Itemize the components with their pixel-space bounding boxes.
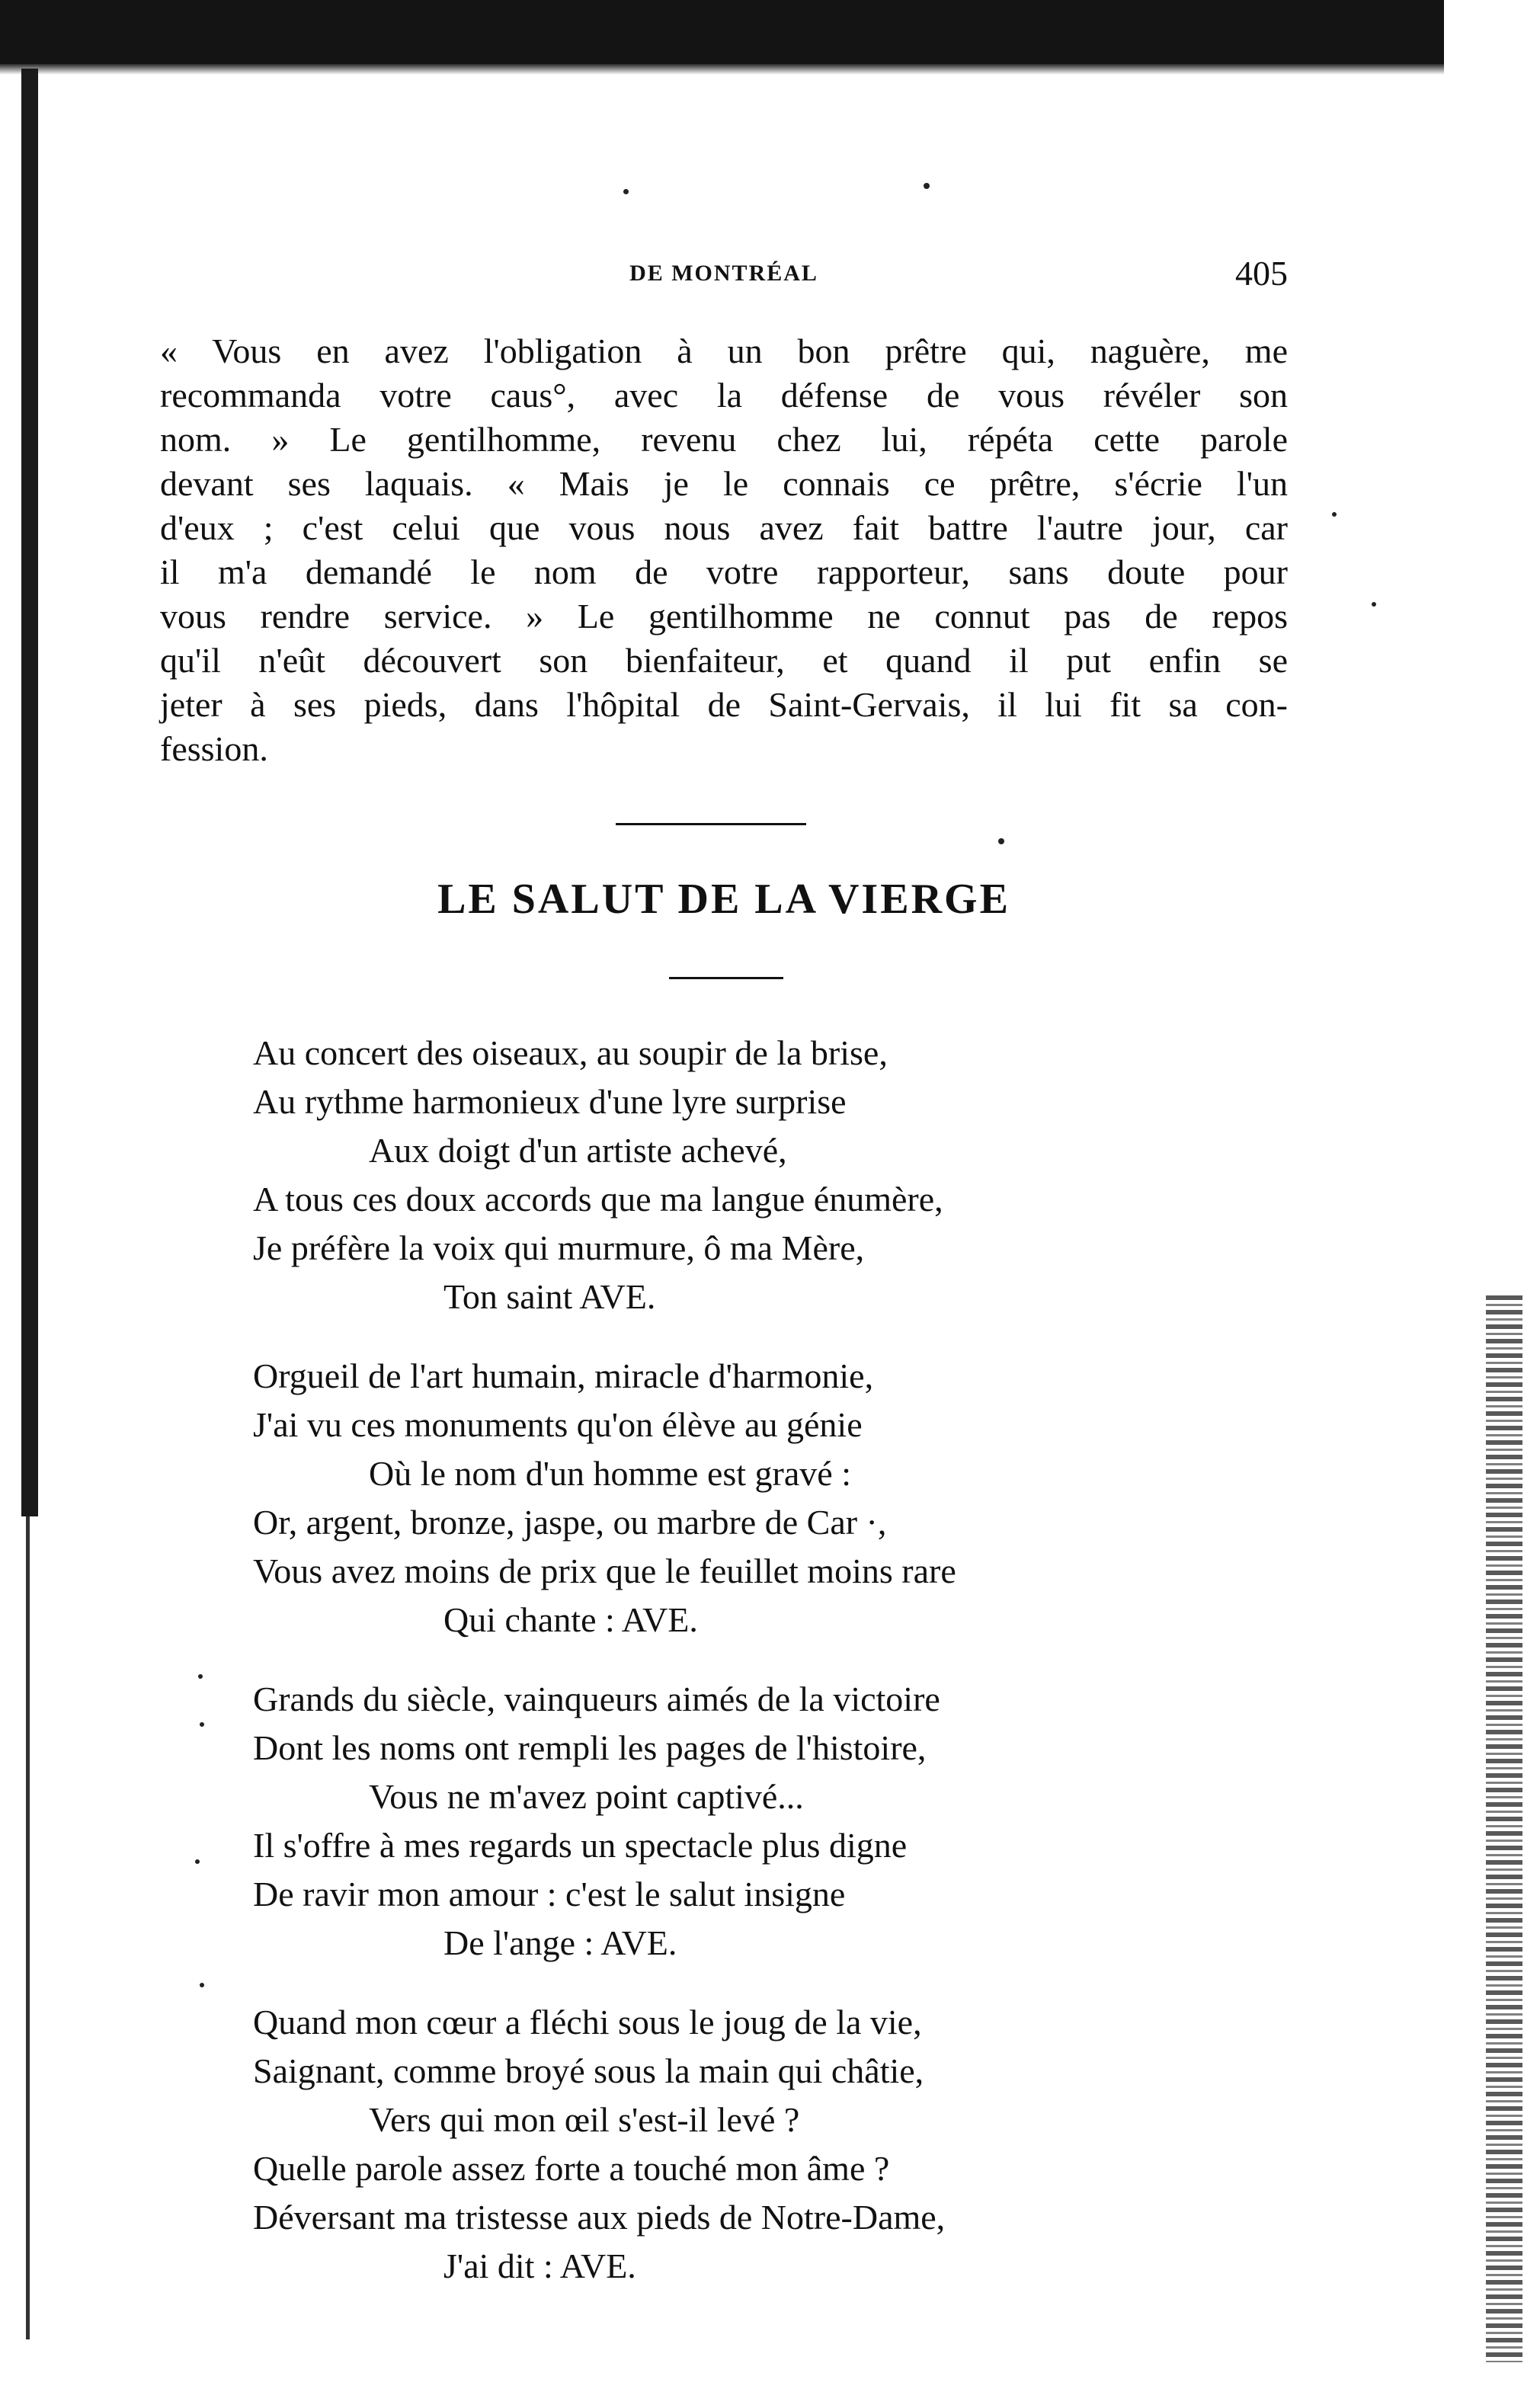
prose-line: vous rendre service. » Le gentilhomme ne connut pas de repos [160, 597, 1288, 636]
scan-speck [998, 838, 1004, 844]
poem-line: Où le nom d'un homme est gravé : [369, 1454, 851, 1493]
poem-line: Dont les noms ont rempli les pages de l'histoire, [253, 1728, 927, 1767]
poem-line: Quand mon cœur a fléchi sous le joug de la vie, [253, 2003, 922, 2041]
scan-edge-top-fade [0, 64, 1444, 75]
poem-line: Au rythme harmonieux d'une lyre surprise [253, 1082, 847, 1121]
scan-speck [924, 183, 930, 189]
poem-line: J'ai vu ces monuments qu'on élève au génie [253, 1405, 863, 1444]
title-underline [669, 977, 783, 979]
running-head: DE MONTRÉAL [629, 261, 818, 286]
poem-line: Je préfère la voix qui murmure, ô ma Mère, [253, 1228, 865, 1267]
poem-refrain: J'ai dit : AVE. [443, 2246, 636, 2285]
scan-speck [1332, 512, 1337, 517]
scan-edge-left-thin [26, 1516, 30, 2339]
poem-line: Quelle parole assez forte a touché mon âme ? [253, 2149, 890, 2188]
prose-line: recommanda votre caus°, avec la défense de vous révéler son [160, 376, 1288, 415]
scan-speck [195, 1859, 200, 1864]
scan-speck [200, 1722, 204, 1727]
scan-speck [200, 1983, 204, 1987]
poem-line: Vous ne m'avez point captivé... [369, 1777, 804, 1816]
poem-line: Aux doigt d'un artiste achevé, [369, 1131, 787, 1170]
prose-line: d'eux ; c'est celui que vous nous avez fait battre l'autre jour, car [160, 508, 1288, 547]
poem-line: Déversant ma tristesse aux pieds de Notre-Dame, [253, 2198, 946, 2237]
poem-line: De ravir mon amour : c'est le salut insigne [253, 1875, 846, 1913]
poem [253, 1029, 1244, 2321]
page-header [160, 253, 1288, 299]
section-title: LE SALUT DE LA VIERGE [437, 876, 1010, 923]
scan-edge-left [21, 69, 38, 1516]
scan-edge-top [0, 0, 1444, 69]
poem-line: Saignant, comme broyé sous la main qui châtie, [253, 2051, 924, 2090]
prose-line: nom. » Le gentilhomme, revenu chez lui, répéta cette parole [160, 420, 1288, 459]
prose-line: jeter à ses pieds, dans l'hôpital de Saint-Gervais, il lui fit sa con- [160, 685, 1288, 724]
scan-speck [1372, 602, 1376, 607]
poem-line: A tous ces doux accords que ma langue énumère, [253, 1180, 943, 1218]
poem-stanza [253, 1029, 1244, 1321]
poem-line: Vous avez moins de prix que le feuillet moins rare [253, 1551, 956, 1590]
prose-line: fession. [160, 729, 268, 768]
scan-speck [198, 1674, 203, 1679]
poem-line: Or, argent, bronze, jaspe, ou marbre de Car ·, [253, 1503, 887, 1542]
prose-line: devant ses laquais. « Mais je le connais ce prêtre, s'écrie l'un [160, 464, 1288, 503]
poem-line: Au concert des oiseaux, au soupir de la brise, [253, 1033, 888, 1072]
prose-line: qu'il n'eût découvert son bienfaiteur, et quand il put enfin se [160, 641, 1288, 680]
page-number: 405 [1235, 254, 1288, 293]
prose-line: il m'a demandé le nom de votre rapporteur, sans doute pour [160, 552, 1288, 591]
prose-paragraph [160, 329, 1288, 771]
prose-line: « Vous en avez l'obligation à un bon prêtre qui, naguère, me [160, 331, 1288, 370]
poem-stanza [253, 1675, 1244, 1968]
poem-refrain: Ton saint AVE. [443, 1277, 656, 1316]
section-divider [616, 823, 806, 825]
scan-speck [623, 189, 629, 194]
poem-stanza [253, 1998, 1244, 2291]
poem-line: Vers qui mon œil s'est-il levé ? [369, 2100, 800, 2139]
poem-line: Grands du siècle, vainqueurs aimés de la victoire [253, 1680, 940, 1718]
poem-line: Il s'offre à mes regards un spectacle plus digne [253, 1826, 908, 1865]
poem-refrain: Qui chante : AVE. [443, 1600, 698, 1639]
scan-edge-right [1486, 1295, 1522, 2362]
poem-line: Orgueil de l'art humain, miracle d'harmonie, [253, 1356, 874, 1395]
poem-stanza [253, 1352, 1244, 1644]
poem-refrain: De l'ange : AVE. [443, 1923, 677, 1962]
